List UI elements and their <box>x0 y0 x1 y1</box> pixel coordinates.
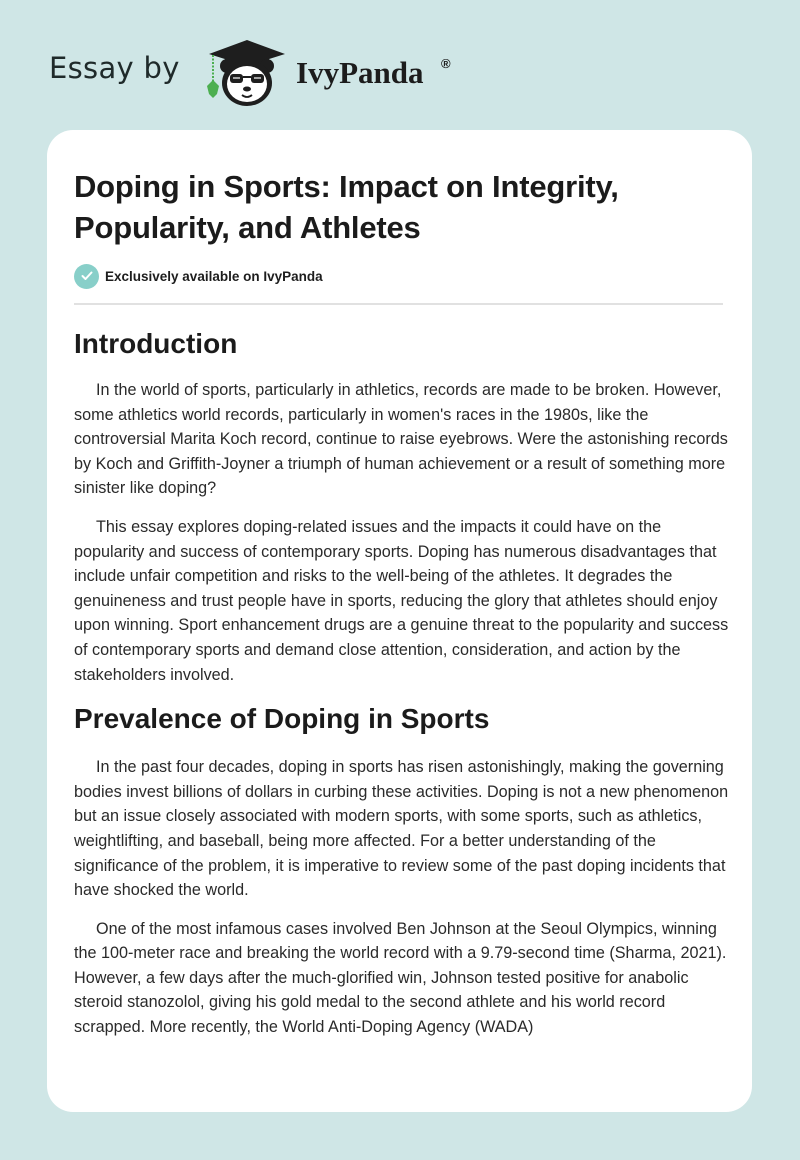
panda-graduation-cap-icon[interactable] <box>203 36 289 108</box>
check-circle-icon <box>74 264 99 289</box>
page-title: Doping in Sports: Impact on Integrity, Popularity, and Athletes <box>74 169 619 245</box>
title-divider <box>74 303 723 305</box>
brand-name[interactable]: IvyPanda <box>296 55 424 90</box>
essay-by-label: Essay by <box>49 51 180 85</box>
essay-card <box>47 130 752 1112</box>
section-heading-introduction: Introduction <box>74 328 238 359</box>
paragraph: In the world of sports, particularly in athletics, records are made to be broken. However, some athletics world records, particularly in women's races in the 1980s, like the controversial Marita Koch record, continue to raise eyebrows. Were the astonishing records by Koch and Griffith-Joyner a triumph of human achievement or a result of something more sinister like doping? <box>74 381 728 498</box>
paragraph: This essay explores doping-related issues and the impacts it could have on the popularity and success of contemporary sports. Doping has numerous disadvantages that include unfair competition and risks to the well-being of the athletes. It degrades the genuineness and trust people have in sports, reducing the glory that athletes should enjoy upon winning. Sport enhancement drugs are a genuine threat to the popularity and success of contemporary sports and demand close attention, consideration, and action by the stakeholders involved. <box>74 517 729 684</box>
section-heading-prevalence: Prevalence of Doping in Sports <box>74 703 490 735</box>
essay-body <box>74 326 729 1054</box>
paragraph: In the past four decades, doping in sports has risen astonishingly, making the governing bodies invest billions of dollars in curbing these activities. Doping is not a new phenomenon but an issue closely associated with modern sports, with some sports, such as athletics, weightlifting, and baseball, being more affected. For a better understanding of the significance of the problem, it is imperative to review some of the past doping incidents that have shocked the world. <box>74 758 729 900</box>
exclusive-badge <box>74 264 323 288</box>
paragraph: One of the most infamous cases involved Ben Johnson at the Seoul Olympics, winning the 100-meter race and breaking the world record with a 9.79-second time (Sharma, 2021). However, a few days after the much-glorified win, Johnson tested positive for anabolic steroid stanozolol, giving his gold medal to the second athlete and his world record scrapped. More recently, the World Anti-Doping Agency (WADA) <box>74 919 727 1037</box>
registered-mark: ® <box>441 56 451 71</box>
exclusive-label: Exclusively available on IvyPanda <box>105 268 323 284</box>
site-header <box>0 0 800 130</box>
